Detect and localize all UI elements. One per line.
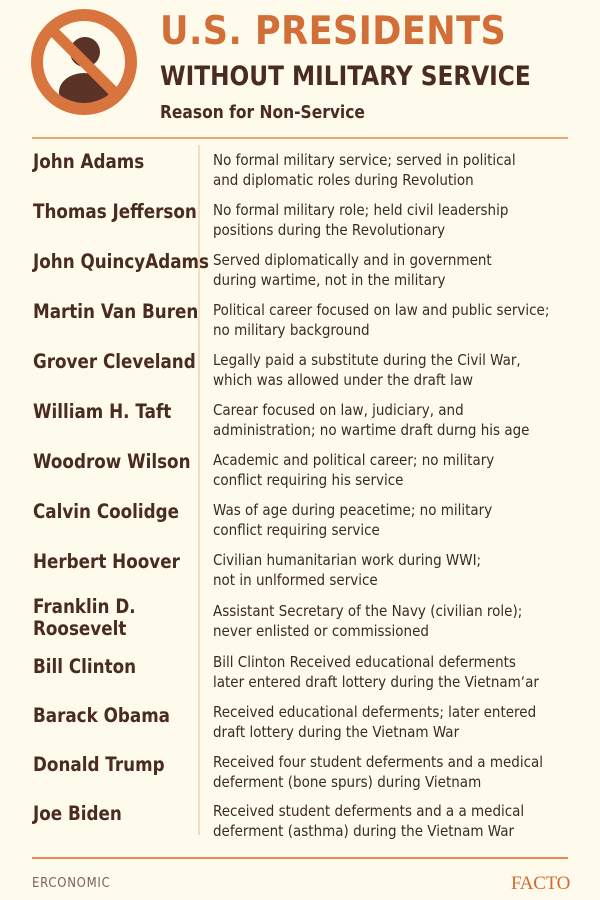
- header: [0, 0, 600, 135]
- reason-line: conflict requiring service: [213, 520, 380, 539]
- reason-text: [213, 351, 521, 390]
- top-divider: [32, 137, 568, 139]
- president-name: Barack Obama: [33, 704, 170, 727]
- reason-line: administration; no wartime draft durng his age: [213, 420, 530, 439]
- president-name: Joe Biden: [33, 802, 122, 825]
- reason-text: [213, 151, 516, 190]
- reason-line: Received student deferments and a a medical: [213, 802, 525, 820]
- reason-line: later entered draft lottery during the Vietnam‘ar: [213, 672, 539, 691]
- reason-line: Bill Clinton Received educational deferments: [213, 653, 516, 671]
- president-name: Thomas Jefferson: [33, 200, 197, 223]
- prohibited-person-icon: [30, 8, 138, 116]
- list-item: [0, 248, 600, 298]
- list-item: [0, 748, 600, 798]
- reason-text: [213, 653, 539, 692]
- president-name: Calvin Coolidge: [33, 500, 180, 523]
- list-item: [0, 448, 600, 498]
- reason-line: Civilian humanitarian work during WWI;: [213, 551, 482, 569]
- reason-text: [213, 251, 492, 290]
- reason-line: Academic and political career; no military: [213, 451, 495, 469]
- page-title-line2: WITHOUT MILITARY SERVICE: [160, 61, 531, 92]
- footer-source: ERCONOMIC: [32, 876, 111, 891]
- reason-line: which was allowed under the draft law: [213, 370, 474, 389]
- name-line: Roosevelt: [33, 617, 127, 640]
- president-name: Grover Cleveland: [33, 350, 196, 373]
- reason-line: No formal military role; held civil leadership: [213, 201, 509, 219]
- reason-line: No formal military service; served in political: [213, 151, 516, 169]
- list-item: [0, 398, 600, 448]
- reason-text: [213, 551, 481, 590]
- list-item: [0, 798, 600, 848]
- president-name: [33, 596, 136, 640]
- reason-text: [213, 802, 524, 841]
- list-item: [0, 648, 600, 698]
- list-item: [0, 595, 600, 648]
- reason-line: draft lottery during the Vietnam War: [213, 722, 460, 741]
- president-name: Martin Van Buren: [33, 300, 199, 323]
- reason-line: not in unlformed service: [213, 570, 378, 589]
- reason-line: never enlisted or commissioned: [213, 621, 429, 640]
- reason-text: [213, 301, 549, 340]
- reason-line: Carear focused on law, judiciary, and: [213, 401, 464, 419]
- reason-line: Assistant Secretary of the Navy (civilian role);: [213, 602, 523, 620]
- list-item: [0, 148, 600, 198]
- reason-text: [213, 753, 543, 792]
- reason-text: [213, 602, 522, 641]
- president-name: Donald Trump: [33, 753, 165, 776]
- president-name: Woodrow Wilson: [33, 450, 191, 473]
- reason-line: deferment (asthma) during the Vietnam War: [213, 821, 515, 840]
- page-title: U.S. PRESIDENTS: [160, 9, 507, 54]
- reason-line: deferment (bone spurs) during Vietnam: [213, 772, 482, 791]
- footer-brand-logo: FACTO: [510, 873, 570, 894]
- list-item: [0, 298, 600, 348]
- reason-text: [213, 451, 494, 490]
- president-name: Bill Clinton: [33, 655, 137, 678]
- reason-line: Received educational deferments; later entered: [213, 703, 537, 721]
- reason-text: [213, 401, 529, 440]
- reason-line: Political career focused on law and public service;: [213, 301, 550, 319]
- column-subtitle: Reason for Non-Service: [160, 102, 365, 123]
- list-item: [0, 698, 600, 748]
- president-name: John Adams: [33, 150, 145, 173]
- reason-line: no military background: [213, 320, 370, 339]
- reason-line: Served diplomatically and in government: [213, 251, 492, 269]
- reason-text: [213, 201, 508, 240]
- list-item: [0, 498, 600, 548]
- president-name: John QuincyAdams: [33, 250, 209, 273]
- reason-line: Received four student deferments and a medical: [213, 753, 544, 771]
- list-item: [0, 348, 600, 398]
- name-line: Franklin D.: [33, 595, 136, 618]
- reason-text: [213, 501, 492, 540]
- list-item: [0, 198, 600, 248]
- reason-text: [213, 703, 536, 742]
- president-name: Herbert Hoover: [33, 550, 180, 573]
- reason-line: conflict requiring his service: [213, 470, 404, 489]
- reason-line: positions during the Revolutionary: [213, 220, 446, 239]
- reason-line: Was of age during peacetime; no military: [213, 501, 493, 519]
- bottom-divider: [32, 857, 568, 859]
- list-item: [0, 548, 600, 598]
- reason-line: during wartime, not in the military: [213, 270, 446, 289]
- president-name: William H. Taft: [33, 400, 172, 423]
- reason-line: Legally paid a substitute during the Civil War,: [213, 351, 521, 369]
- reason-line: and diplomatic roles during Revolution: [213, 170, 474, 189]
